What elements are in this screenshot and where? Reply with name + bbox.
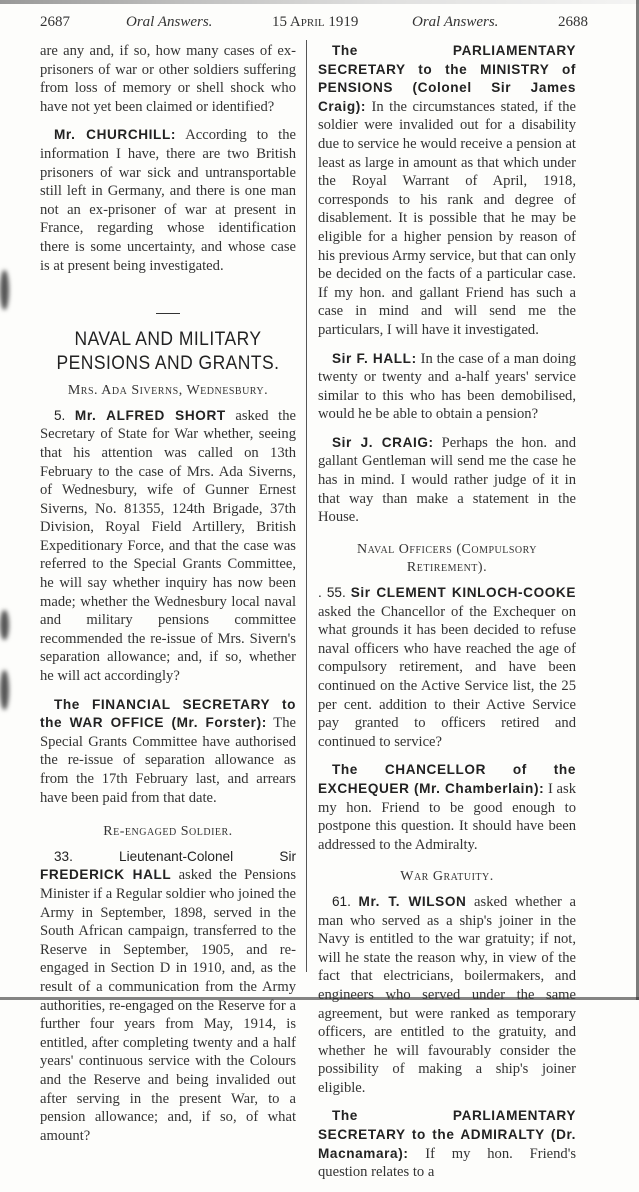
question-number: 61. (332, 893, 351, 909)
column-divider (306, 40, 307, 972)
answer-craig (318, 434, 576, 527)
answer-text: According to the information I have, there are two British prisoners of war sick and untransportable still left in Germany, and there is one man not an ex-prisoner of war at present in France, regarding whose identification there is some uncertainty, and whose case is at present being investigated. (40, 127, 296, 274)
question-text: asked the Secretary of State for War whether, seeing that his attention was called on 13th February to the case of Mrs. Ada Siverns, of Wednesbury, wife of Gunner Ernest Siverns, No. 81355, 124th Brigade, 37th Division, Royal Field Artillery, British Expeditionary Force, and that the case was referred to the Special Grants Committee, he will say whether inquiry has now been made; whether the Wednesbury local naval and military pensions committee recommended the re-issue of Mrs. Sivern's separation allowance; and, if so, whether he will act accordingly? (40, 407, 296, 685)
question-continuation: are any and, if so, how many cases of ex-prisoners of war or other soldiers suffering from loss of memory or shell shock who have not yet been claimed or identified? (40, 43, 296, 115)
answer-text: In the circumstances stated, if the soldier were invalided out for a disability due to service he would receive a pension at least as large in amount as that which under the Royal Warrant of April, 1918, corresponds to his rank and degree of disablement. It is possible that he may be eligible for a higher pension by reason of his previous Army service, but that can only be decided on the facts of a particular case. If my hon. and gallant Friend has such a case in mind and will send me the particulars, I will have it investigated. (318, 98, 576, 338)
left-page-number: 2687 (40, 14, 70, 30)
right-column (318, 42, 576, 1192)
scan-blot (0, 670, 9, 710)
answer-text: The Special Grants Committee have authorised the re-issue of separation allowance as from the 17th February last, and arrears have been paid from that date. (40, 715, 296, 806)
speaker-name: Mr. T. WILSON (358, 893, 467, 909)
speaker-name: Mr. ALFRED SHORT (74, 407, 226, 423)
answer-61 (318, 1107, 576, 1181)
question-text: asked the Chancellor of the Exchequer on what grounds it has been decided to refuse naval officers who have reached the age of compulsory retirement, and have been continued on the Active Service list, the 25 per cent. addition to their Active Service pay granted to officers retired and continued to service? (318, 603, 576, 750)
question-61 (318, 893, 576, 1098)
question-text: In the case of a man doing twenty or twenty and a-half years' service similar to this who has been demobilised, would he be able to obtain a pension? (318, 350, 576, 423)
answer-55 (318, 761, 576, 854)
section-separator (156, 313, 180, 314)
question-text: asked the Pensions Minister if a Regular soldier who joined the Army in September, 1898, served in the South African campaign, transferred to the Reserve in September, 1905, and re-engaged in Section D in 1910, and, as the result of a communication from the Army authorities, re-engaged on the Reserve for a further four years from May, 1914, is entitled, after completing twenty and a half years' continuous service with the Colours and the Reserve and being invalided out after serving in the present War, to a pension allowance; and, if so, of what amount? (40, 867, 296, 1144)
answer-33 (318, 42, 576, 340)
right-running-title: Oral Answers. (412, 14, 499, 30)
speaker-name: Sir CLEMENT KINLOCH-COOKE (350, 585, 577, 601)
right-page-number: 2688 (558, 14, 588, 30)
left-column (40, 42, 296, 1155)
speaker-name: The FINANCIAL SECRETARY to the WAR OFFICE (Mr. Forster): (40, 696, 296, 731)
speaker-title: Lieutenant-Colonel Sir (119, 848, 296, 864)
speaker-name: Mr. CHURCHILL: (54, 127, 176, 143)
speaker-name: Sir J. CRAIG: (332, 434, 434, 450)
scan-top-edge (0, 0, 639, 4)
scan-blot (0, 270, 9, 310)
answer-text: I ask my hon. Friend to be good enough to postpone this question. It should have been addressed to the Admiralty. (318, 780, 576, 853)
question-number: 33. (54, 848, 73, 864)
question-55 (318, 584, 576, 751)
subheading: Re-engaged Soldier. (103, 824, 233, 840)
section-title: NAVAL AND MILITARY PENSIONS AND GRANTS. (56, 329, 280, 375)
answer-5 (40, 696, 296, 808)
subheading: Naval Officers (Compulsory Retirement). (356, 541, 537, 576)
speaker-name: The PARLIAMENTARY SECRETARY to the MINISTRY of PENSIONS (Colonel Sir James Craig): (318, 43, 576, 114)
speaker-name: FREDERICK HALL (40, 867, 172, 883)
answer-text: If my hon. Friend's question relates to a (318, 1145, 577, 1181)
supplementary-hall (318, 350, 576, 424)
subheading: War Gratuity. (400, 869, 494, 885)
question-33 (40, 848, 296, 1146)
question-text: asked whether a man who served as a ship's joiner in the Navy is entitled to the war gratuity; if not, will he state the reason why, in view of the fact that electricians, boilermakers, and engineers who served under the same agreement, but were ranked as temporary officers, are entitled to the gratuity, and whether he will favourably consider the possibility of making a ship's joiner eligible. (318, 893, 576, 1096)
left-running-title: Oral Answers. (126, 14, 213, 30)
question-5 (40, 407, 296, 686)
page-header (40, 14, 600, 36)
header-date: 15 April 1919 (272, 14, 359, 30)
question-number: 5. (54, 407, 66, 423)
subheading: Mrs. Ada Siverns, Wednesbury. (67, 383, 269, 399)
question-number: . 55. (318, 585, 346, 601)
scan-blot (0, 610, 9, 640)
answer-churchill (40, 126, 296, 275)
speaker-name: The CHANCELLOR of the EXCHEQUER (Mr. Chamberlain): (318, 762, 576, 796)
answer-text: Perhaps the hon. and gallant Gentleman will send me the case he has in mind. I would rather judge of it in that way than make a statement in the House. (318, 434, 576, 526)
speaker-name: The PARLIAMENTARY SECRETARY to the ADMIRALTY (Dr. Macnamara): (318, 1108, 576, 1161)
speaker-name: Sir F. HALL: (332, 350, 417, 366)
